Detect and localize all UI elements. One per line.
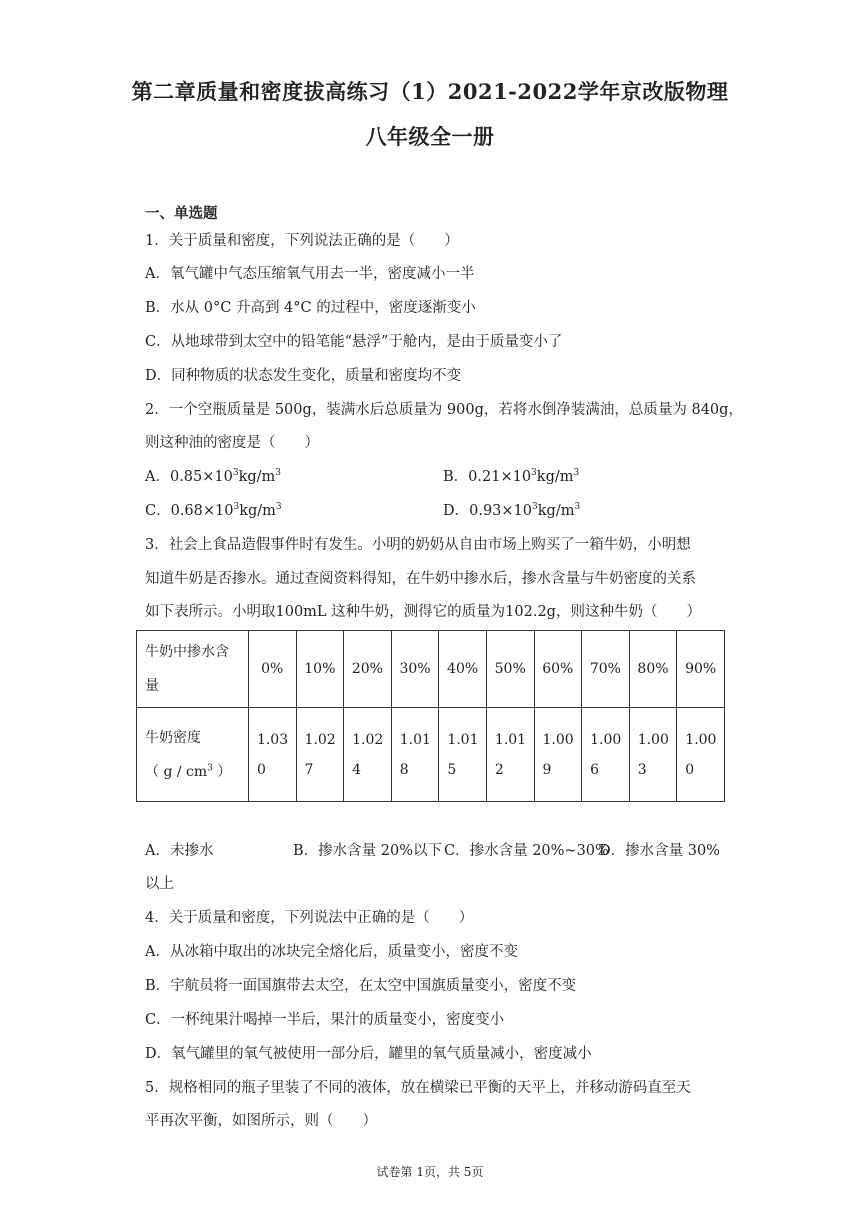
- q2-option-c-unit-exp: 3: [275, 502, 282, 513]
- q2-option-a: [145, 467, 281, 487]
- water-content-row: [137, 631, 725, 708]
- density-cell-line-2: 2: [494, 761, 504, 778]
- q2-stem-line-2: 则这种油的密度是（ ）: [145, 435, 319, 451]
- q2-option-b: [443, 467, 579, 487]
- water-content-header-line-2: 量: [145, 678, 159, 694]
- q4-option-b: B．宇航员将一面国旗带去太空，在太空中国旗质量变小，密度不变: [145, 978, 577, 994]
- percent-cell: 40%: [439, 631, 487, 708]
- density-cell-line-1: 1.00: [685, 731, 717, 748]
- q2-option-b-value: B．0.21×10: [443, 469, 532, 485]
- q2-option-d: [443, 501, 580, 521]
- q4-option-c: C．一杯纯果汁喝掉一半后，果汁的质量变小，密度变小: [145, 1012, 505, 1028]
- milk-density-table: [136, 630, 725, 802]
- density-cell-line-2: 3: [637, 761, 647, 778]
- density-cell-line-2: 8: [399, 761, 409, 778]
- density-cell-line-2: 4: [352, 761, 362, 778]
- q3-option-c: C．掺水含量 20%~30%: [444, 843, 609, 859]
- q2-option-d-value: D．0.93×10: [443, 503, 533, 519]
- q3-stem-line-2: 知道牛奶是否掺水。通过查阅资料得知，在牛奶中掺水后，掺水含量与牛奶密度的关系: [145, 571, 696, 587]
- q2-option-d-unit: kg/m: [537, 503, 575, 519]
- density-cell: [344, 708, 392, 802]
- q4-option-d: D．氧气罐里的氧气被使用一部分后，罐里的氧气质量减小，密度减小: [145, 1046, 592, 1062]
- water-content-header-line-1: 牛奶中掺水含: [145, 644, 229, 660]
- density-unit-exp: 3: [207, 762, 213, 773]
- density-cell-line-1: 1.01: [494, 731, 527, 748]
- density-cell-line-1: 1.00: [637, 731, 669, 748]
- q2-option-b-unit: kg/m: [536, 469, 574, 485]
- density-cell: [391, 708, 439, 802]
- percent-cell: 60%: [534, 631, 582, 708]
- section-heading: 一、单选题: [145, 205, 218, 222]
- density-cell: [296, 708, 344, 802]
- density-cell-line-1: 1.01: [447, 731, 479, 748]
- percent-cell: 50%: [486, 631, 534, 708]
- density-cell-line-2: 0: [256, 761, 266, 778]
- q5-stem-line-2: 平再次平衡，如图所示，则（ ）: [145, 1113, 377, 1129]
- density-cell: [629, 708, 677, 802]
- density-cell: [582, 708, 630, 802]
- density-header-line-1: 牛奶密度: [145, 729, 201, 746]
- q2-option-c: [145, 501, 282, 521]
- title-line-1: 第二章质量和密度拔高练习（1）2021-2022学年京改版物理: [131, 79, 729, 104]
- q5-stem-line-1: 5．规格相同的瓶子里装了不同的液体，放在横梁已平衡的天平上，并移动游码直至天: [145, 1080, 691, 1096]
- q3-stem-line-1: 3．社会上食品造假事件时有发生。小明的奶奶从自由市场上购买了一箱牛奶，小明想: [145, 537, 691, 553]
- q2-option-d-unit-exp: 3: [574, 502, 581, 513]
- percent-cell: 0%: [248, 631, 296, 708]
- density-cell-line-1: 1.01: [399, 731, 431, 748]
- q2-option-d-exp: 3: [532, 502, 538, 513]
- density-cell-line-2: 6: [590, 761, 600, 778]
- density-unit: （ g / cm: [145, 763, 208, 780]
- density-cell-line-2: 5: [447, 761, 457, 778]
- percent-cell: 10%: [296, 631, 344, 708]
- q2-option-c-exp: 3: [233, 502, 240, 513]
- density-header: [137, 708, 249, 802]
- density-cell-line-2: 0: [685, 761, 695, 778]
- percent-cell: 30%: [391, 631, 439, 708]
- density-cell: [534, 708, 582, 802]
- density-header-line-2: [145, 755, 248, 789]
- q1-option-d: D．同种物质的状态发生变化，质量和密度均不变: [145, 368, 462, 384]
- q4-stem: 4．关于质量和密度，下列说法中正确的是（ ）: [145, 910, 474, 926]
- percent-cell: 90%: [677, 631, 725, 708]
- q3-stem-line-3: 如下表所示。小明取100mL 这种牛奶，测得它的质量为102.2g，则这种牛奶（ ）: [145, 604, 701, 620]
- q1-option-c: C．从地球带到太空中的铅笔能“悬浮”于舱内，是由于质量变小了: [145, 334, 563, 350]
- q4-option-a: A．从冰箱中取出的冰块完全熔化后，质量变小，密度不变: [145, 944, 518, 960]
- q2-option-a-value: A．0.85×10: [145, 469, 233, 485]
- q1-stem: 1．关于质量和密度，下列说法正确的是（ ）: [145, 233, 459, 249]
- density-cell-line-1: 1.03: [256, 731, 289, 748]
- density-cell-line-1: 1.02: [304, 731, 336, 748]
- q2-option-b-unit-exp: 3: [573, 468, 580, 479]
- density-cell: [439, 708, 487, 802]
- density-cell-line-1: 1.00: [542, 731, 574, 748]
- density-cell-line-2: 7: [304, 761, 314, 778]
- q3-option-d-continued: 以上: [145, 876, 174, 892]
- q2-option-c-value: C．0.68×10: [145, 503, 234, 519]
- q2-option-a-unit-exp: 3: [275, 468, 282, 479]
- q2-option-c-unit: kg/m: [239, 503, 276, 519]
- q3-option-b: B．掺水含量 20%以下: [293, 843, 442, 859]
- q1-option-a: A．氧气罐中气态压缩氧气用去一半，密度减小一半: [145, 266, 475, 282]
- q2-option-b-exp: 3: [531, 468, 537, 479]
- percent-cell: 20%: [344, 631, 392, 708]
- percent-cell: 80%: [629, 631, 677, 708]
- density-cell: [677, 708, 725, 802]
- title-line-2: 八年级全一册: [365, 124, 495, 149]
- density-cell-line-1: 1.02: [352, 731, 384, 748]
- page-footer: 试卷第 1页，共 5页: [376, 1165, 484, 1179]
- q2-option-a-exp: 3: [232, 468, 239, 479]
- q3-option-d: D．掺水含量 30%: [599, 843, 720, 859]
- q3-option-a: A．未掺水: [145, 843, 214, 859]
- q2-option-a-unit: kg/m: [238, 469, 276, 485]
- density-row: [137, 708, 725, 802]
- density-cell-line-1: 1.00: [590, 731, 622, 748]
- density-unit-close: ）: [212, 763, 232, 780]
- density-cell: [486, 708, 534, 802]
- q1-option-b: B．水从 0°C 升高到 4°C 的过程中，密度逐渐变小: [145, 300, 476, 316]
- q2-stem-line-1: 2．一个空瓶质量是 500g，装满水后总质量为 900g，若将水倒净装满油，总质量为 840g，: [145, 402, 743, 418]
- density-cell: [248, 708, 296, 802]
- water-content-header: [137, 631, 249, 708]
- percent-cell: 70%: [582, 631, 630, 708]
- density-cell-line-2: 9: [542, 761, 552, 778]
